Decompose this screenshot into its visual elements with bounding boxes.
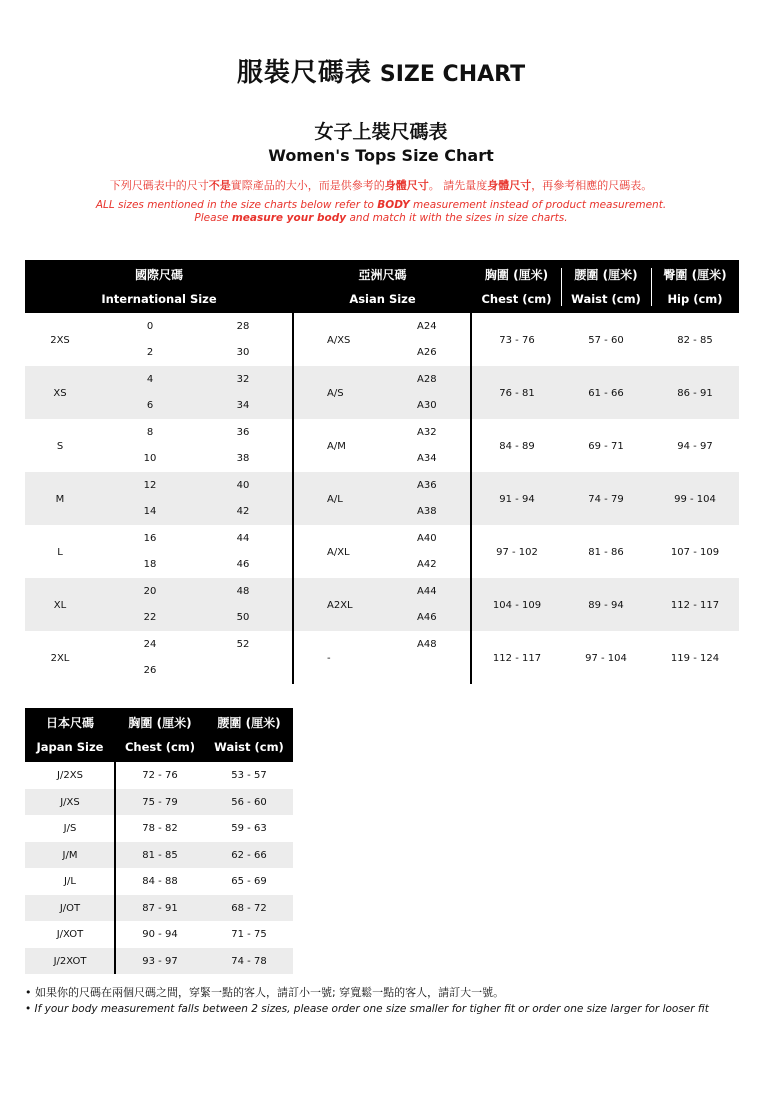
- japan-chest-range: 75 - 79: [142, 796, 178, 808]
- japan-chest-range: 78 - 82: [142, 823, 178, 834]
- table-row: [25, 313, 739, 366]
- japan-size: J/M: [62, 849, 78, 861]
- size-asian: A/L: [327, 494, 343, 505]
- header-japan-chest: 胸圍 (厘米) Chest (cm): [124, 716, 196, 754]
- japan-chest-range: 93 - 97: [142, 955, 178, 967]
- size-asian-code-2: A38: [417, 506, 437, 517]
- column-divider: [292, 313, 294, 684]
- size-asian-code-1: A28: [417, 374, 437, 385]
- size-intl: XS: [53, 388, 67, 399]
- japan-size: J/2XS: [57, 770, 83, 781]
- header-waist: 腰圍 (厘米) Waist (cm): [571, 268, 641, 306]
- page-title-zh: 服裝尺碼表: [236, 58, 372, 88]
- header-divider: [561, 268, 562, 306]
- chart-subtitle-en: Women's Tops Size Chart: [268, 146, 494, 165]
- size-num-1: 12: [143, 480, 157, 491]
- hip-range: 112 - 117: [670, 600, 720, 611]
- table-row: [25, 815, 293, 841]
- hip-range: 94 - 97: [677, 441, 713, 452]
- japan-waist-range: 62 - 66: [231, 849, 267, 861]
- chest-range: 73 - 76: [499, 335, 535, 346]
- size-asian: A/M: [327, 441, 346, 452]
- column-divider: [470, 313, 472, 684]
- japan-chest-range: 72 - 76: [142, 770, 178, 781]
- size-asian-code-2: A30: [417, 400, 437, 411]
- size-asian-code-2: A42: [417, 559, 437, 570]
- header-hip: 臀圍 (厘米) Hip (cm): [663, 268, 727, 306]
- size-num-3: 52: [236, 639, 250, 650]
- chart-subtitle-zh: 女子上裝尺碼表: [314, 121, 448, 143]
- size-intl: XL: [53, 600, 67, 611]
- japan-chest-range: 81 - 85: [142, 849, 178, 861]
- size-num-3: 44: [236, 533, 250, 544]
- japan-table-header: [25, 708, 293, 762]
- waist-range: 57 - 60: [588, 335, 624, 346]
- size-num-4: 34: [236, 400, 250, 411]
- column-divider: [114, 762, 116, 974]
- size-asian-code-2: A46: [417, 612, 437, 623]
- size-num-1: 20: [143, 586, 157, 597]
- waist-range: 69 - 71: [588, 441, 624, 452]
- japan-waist-range: 65 - 69: [231, 876, 267, 887]
- waist-range: 81 - 86: [588, 547, 624, 558]
- table-row: [25, 921, 293, 947]
- size-num-2: 18: [143, 559, 157, 570]
- footnote-zh: • 如果你的尺碼在兩個尺碼之間，穿緊一點的客人，請訂小一號; 穿寬鬆一點的客人，請訂大一號。: [25, 986, 505, 999]
- size-asian-code-1: A24: [417, 321, 437, 332]
- header-chest: 胸圍 (厘米) Chest (cm): [481, 268, 552, 306]
- size-intl: 2XS: [50, 335, 70, 346]
- size-num-2: 22: [143, 612, 157, 623]
- size-intl: 2XL: [50, 653, 70, 664]
- table-row: [25, 578, 739, 631]
- table-row: [25, 419, 739, 472]
- chest-range: 76 - 81: [499, 388, 535, 399]
- notice-zh: 下列尺碼表中的尺寸不是實際產品的大小，而是供參考的身體尺寸。 請先量度身體尺寸，再參考相應的尺碼表。: [109, 179, 653, 192]
- size-asian: -: [327, 653, 331, 664]
- header-international: 國際尺碼 International Size: [101, 268, 217, 306]
- hip-range: 119 - 124: [670, 653, 720, 664]
- header-japan-size: 日本尺碼 Japan Size: [36, 716, 104, 754]
- table-row: [25, 525, 739, 578]
- japan-size: J/OT: [59, 902, 81, 914]
- size-num-1: 24: [143, 639, 157, 650]
- table-header: [25, 260, 739, 313]
- size-num-2: 2: [146, 347, 154, 358]
- japan-size: J/S: [63, 823, 77, 834]
- table-row: [25, 842, 293, 868]
- size-num-3: 32: [236, 374, 250, 385]
- page-title-en: SIZE CHART: [379, 62, 526, 87]
- size-num-4: 42: [236, 506, 250, 517]
- table-row: [25, 895, 293, 921]
- japan-waist-range: 56 - 60: [231, 796, 267, 808]
- size-num-3: 36: [236, 427, 250, 438]
- japan-waist-range: 68 - 72: [231, 902, 267, 914]
- size-asian-code-1: A44: [417, 586, 437, 597]
- header-asian: 亞洲尺碼 Asian Size: [349, 268, 416, 306]
- size-asian-code-1: A48: [417, 639, 437, 650]
- japan-waist-range: 71 - 75: [231, 929, 267, 940]
- table-row: [25, 762, 293, 788]
- table-row: [25, 948, 293, 974]
- size-num-1: 4: [146, 374, 154, 385]
- japan-chest-range: 87 - 91: [142, 902, 178, 914]
- hip-range: 82 - 85: [677, 335, 713, 346]
- japan-waist-range: 53 - 57: [231, 770, 267, 781]
- header-japan-waist: 腰圍 (厘米) Waist (cm): [214, 716, 284, 754]
- waist-range: 74 - 79: [588, 494, 624, 505]
- size-num-4: 30: [236, 347, 250, 358]
- size-asian-code-2: A34: [417, 453, 437, 464]
- waist-range: 89 - 94: [588, 600, 624, 611]
- size-asian-code-1: A40: [417, 533, 437, 544]
- size-asian: A/XS: [327, 335, 351, 346]
- japan-waist-range: 59 - 63: [231, 823, 267, 834]
- size-num-2: 10: [143, 453, 157, 464]
- size-asian-code-1: A36: [417, 480, 437, 491]
- size-num-1: 0: [146, 321, 154, 332]
- chest-range: 104 - 109: [492, 600, 542, 611]
- japan-waist-range: 74 - 78: [231, 955, 267, 967]
- size-num-4: 46: [236, 559, 250, 570]
- size-asian-code-1: A32: [417, 427, 437, 438]
- chest-range: 97 - 102: [496, 547, 538, 558]
- size-num-1: 8: [146, 427, 154, 438]
- japan-size: J/2XOT: [53, 955, 87, 967]
- size-asian: A/S: [327, 388, 344, 399]
- table-row: [25, 472, 739, 525]
- japan-chest-range: 90 - 94: [142, 929, 178, 940]
- hip-range: 86 - 91: [677, 388, 713, 399]
- size-intl: M: [55, 494, 65, 505]
- size-num-3: 40: [236, 480, 250, 491]
- table-row: [25, 631, 739, 684]
- header-divider: [651, 268, 652, 306]
- size-num-3: 28: [236, 321, 250, 332]
- size-num-2: 26: [143, 665, 157, 676]
- chest-range: 91 - 94: [499, 494, 535, 505]
- size-num-4: 38: [236, 453, 250, 464]
- notice-en-line1: ALL sizes mentioned in the size charts below refer to BODY measurement instead of product measurement.: [95, 199, 667, 211]
- table-row: [25, 366, 739, 419]
- size-intl: S: [56, 441, 64, 452]
- footnote-en: • If your body measurement falls between 2 sizes, please order one size smaller for tigher fit or order one size larger for looser fit: [25, 1003, 709, 1015]
- waist-range: 61 - 66: [588, 388, 624, 399]
- size-asian: A2XL: [327, 600, 353, 611]
- waist-range: 97 - 104: [585, 653, 627, 664]
- japan-size: J/L: [64, 876, 76, 887]
- japan-size: J/XOT: [56, 929, 84, 940]
- notice-en-line2: Please measure your body and match it with the sizes in size charts.: [194, 212, 568, 224]
- size-num-2: 14: [143, 506, 157, 517]
- hip-range: 107 - 109: [670, 547, 720, 558]
- size-asian: A/XL: [327, 547, 350, 558]
- size-num-2: 6: [146, 400, 154, 411]
- page-title: [0, 52, 762, 89]
- size-num-4: 50: [236, 612, 250, 623]
- table-row: [25, 789, 293, 815]
- table-row: [25, 868, 293, 894]
- size-asian-code-2: A26: [417, 347, 437, 358]
- size-num-3: 48: [236, 586, 250, 597]
- chest-range: 112 - 117: [492, 653, 542, 664]
- hip-range: 99 - 104: [674, 494, 716, 505]
- size-num-1: 16: [143, 533, 157, 544]
- japan-size: J/XS: [60, 796, 80, 808]
- chest-range: 84 - 89: [499, 441, 535, 452]
- size-intl: L: [57, 547, 63, 558]
- japan-chest-range: 84 - 88: [142, 876, 178, 887]
